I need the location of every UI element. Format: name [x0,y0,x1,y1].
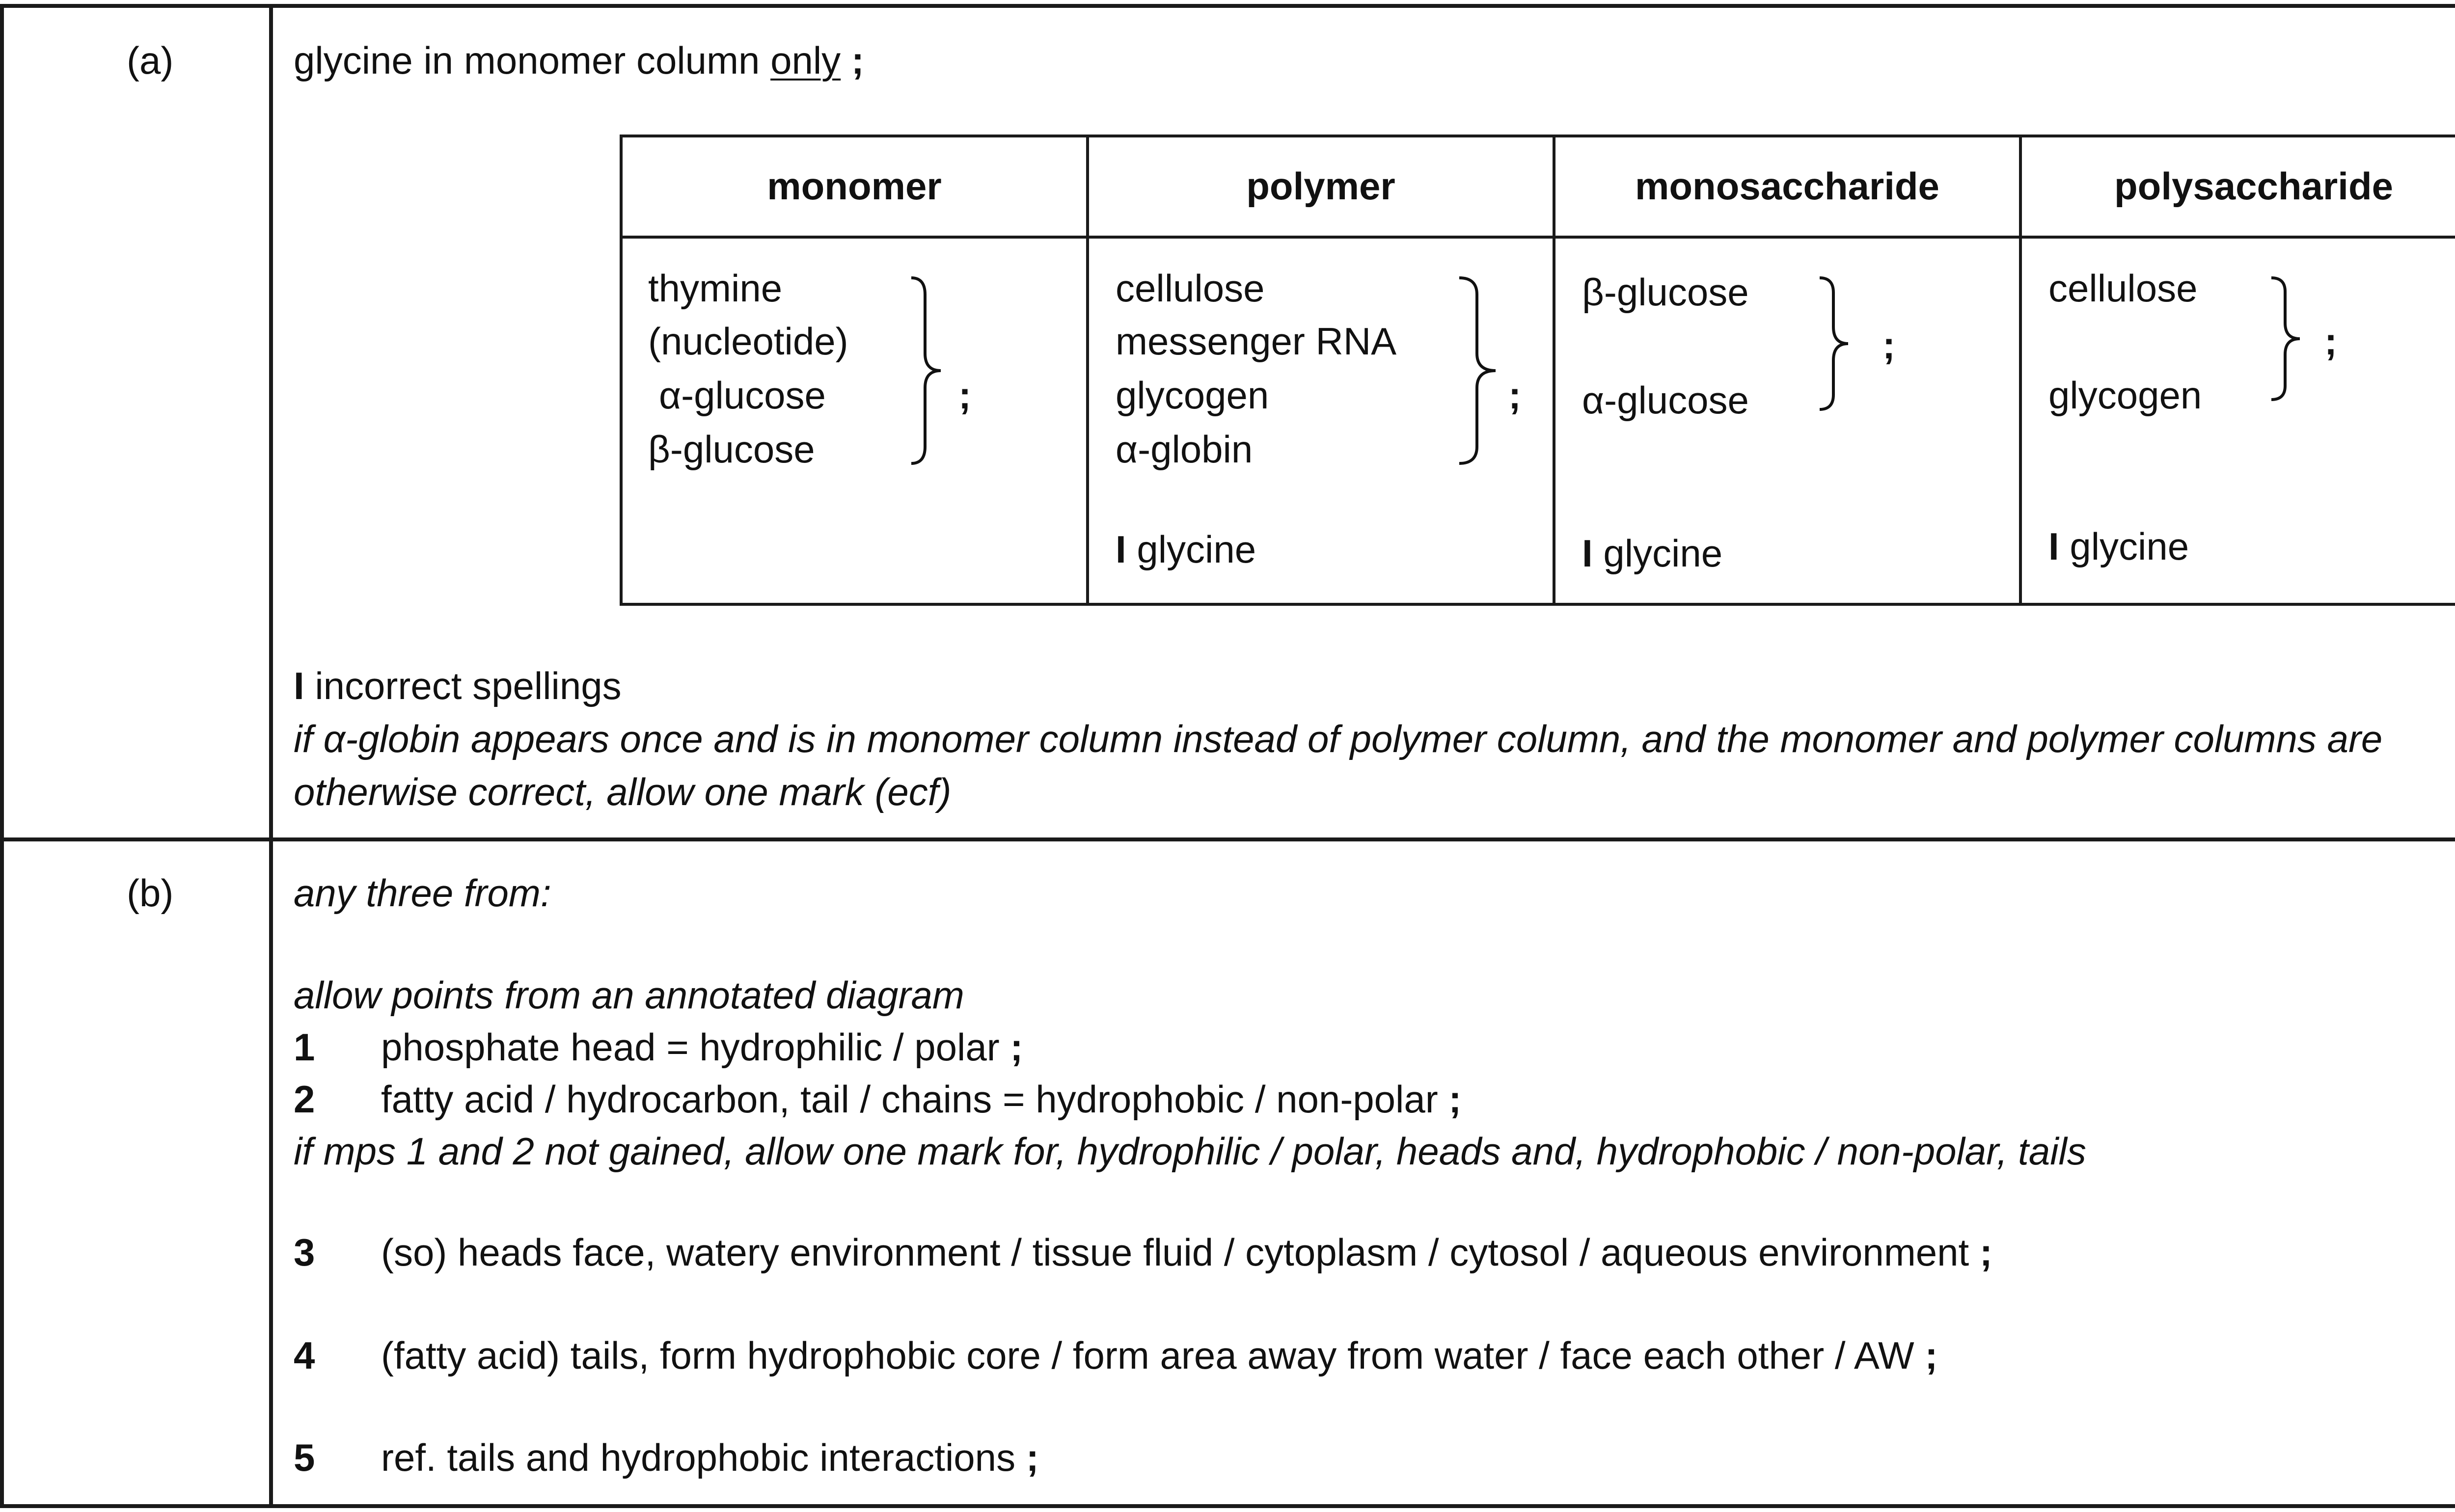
mps-note: if mps 1 and 2 not gained, allow one mark for, hydrophilic / polar, heads and, hydrophobic / non-polar, tails [294,1130,2086,1173]
table-header-polysaccharide: polysaccharide [2114,164,2393,208]
polymer-item: glycogen [1116,374,1269,417]
point-semicolon: ; [1438,1078,1462,1121]
monosaccharide-ignore-prefix: I [1582,532,1593,575]
monomer-item: thymine [648,267,783,310]
part-a-label: (a) [127,39,174,82]
monomer-item: (nucleotide) [648,320,848,363]
monosaccharide-item: α-glucose [1582,378,1749,422]
monomer-item: β-glucose [648,428,815,471]
table-col-line-3 [2019,135,2022,606]
polymer-ignore-prefix: I [1116,528,1126,571]
part-a-intro-underlined: only [770,39,841,82]
point-text-body: ref. tails and hydrophobic interactions [381,1436,1016,1479]
monomer-item: α-glucose [659,374,826,417]
table-col-line-1 [1086,135,1089,606]
part-b-intro: any three from: [294,871,551,915]
grid-row-divider [0,837,2455,841]
monosaccharide-semicolon: ; [1882,324,1895,367]
table-col-line-2 [1553,135,1555,606]
point-text [381,1078,1462,1121]
ecf-note-line-2: otherwise correct, allow one mark (ecf) [294,770,952,813]
table-header-monosaccharide: monosaccharide [1635,164,1939,208]
point-number: 1 [294,1026,315,1069]
polysaccharide-semicolon: ; [2324,320,2337,363]
point-text [381,1231,1992,1274]
table-bottom-border [620,603,2455,606]
point-number: 2 [294,1078,315,1121]
part-b-label: (b) [127,871,174,915]
polymer-ignore-note [1116,528,1256,571]
ecf-note-line-1: if α-globin appears once and is in monomer column instead of polymer column, and the monomer and polymer columns are [294,717,2383,760]
table-col-line-0 [620,135,623,606]
polysaccharide-item: cellulose [2048,267,2198,310]
point-text-body: (fatty acid) tails, form hydrophobic core / form area away from water / face each other / AW [381,1334,1914,1377]
monosaccharide-brace [1817,275,1856,412]
grid-left-border [0,4,4,1508]
part-a-intro-text: glycine in monomer column [294,39,771,82]
point-semicolon: ; [1015,1436,1039,1479]
monosaccharide-ignore-text: glycine [1592,532,1723,575]
polysaccharide-ignore-text: glycine [2059,525,2189,568]
polysaccharide-brace [2268,275,2308,403]
polysaccharide-ignore-note [2048,527,2189,566]
grid-bottom-border [0,1504,2455,1508]
part-a-intro [294,41,864,80]
monosaccharide-item: β-glucose [1582,270,1749,314]
point-text-body: phosphate head = hydrophilic / polar [381,1026,1000,1069]
polymer-item: α-globin [1116,428,1253,471]
point-number: 5 [294,1436,315,1479]
grid-col-divider-1 [269,4,273,1508]
polysaccharide-ignore-prefix: I [2048,525,2059,568]
point-text [381,1336,1937,1375]
polymer-semicolon: ; [1508,374,1521,417]
monosaccharide-ignore-note [1582,532,1723,575]
point-text [381,1438,1039,1477]
polymer-brace [1456,275,1500,466]
point-text [381,1026,1023,1069]
grid-top-border [0,4,2455,8]
table-header-monomer: monomer [767,164,942,208]
monomer-brace [908,275,948,466]
polymer-item: messenger RNA [1116,320,1397,363]
diagram-note: allow points from an annotated diagram [294,973,964,1017]
point-semicolon: ; [1914,1334,1938,1377]
monomer-semicolon: ; [958,374,971,417]
ignore-spellings-prefix: I [294,664,304,707]
point-semicolon: ; [999,1026,1023,1069]
point-semicolon: ; [1969,1231,1992,1274]
polysaccharide-item: glycogen [2048,374,2202,417]
ignore-spellings-text: incorrect spellings [304,664,622,707]
point-text-body: fatty acid / hydrocarbon, tail / chains = hydrophobic / non-polar [381,1078,1438,1121]
table-header-polymer: polymer [1246,164,1395,208]
point-text-body: (so) heads face, watery environment / tissue fluid / cytoplasm / cytosol / aqueous environment [381,1231,1969,1274]
table-header-divider [620,236,2455,239]
polymer-ignore-text: glycine [1126,528,1256,571]
ignore-spellings-note [294,664,622,707]
point-number: 3 [294,1231,315,1274]
polymer-item: cellulose [1116,267,1265,310]
table-top-border [620,135,2455,137]
part-a-intro-semicolon: ; [841,39,864,82]
point-number: 4 [294,1334,315,1377]
